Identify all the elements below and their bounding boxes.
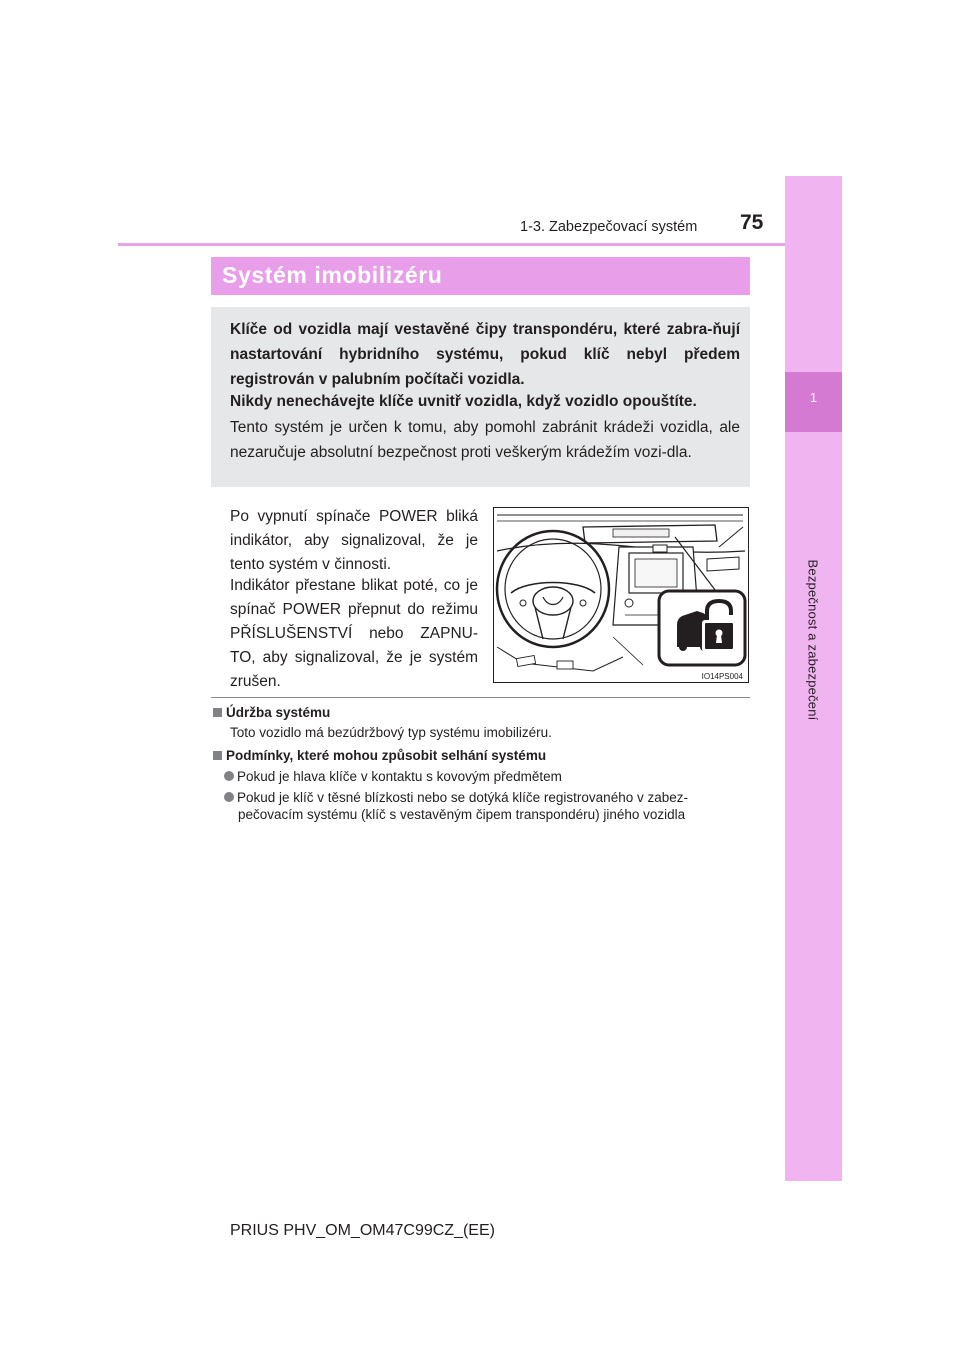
note-heading-failure [213, 748, 546, 763]
round-bullet-icon [224, 771, 234, 781]
round-bullet-icon [224, 792, 234, 802]
page-title: Systém imobilizéru [222, 262, 443, 288]
notes-divider [211, 697, 750, 698]
failure-condition-item [224, 768, 562, 785]
figure-code: IO14PS004 [701, 672, 743, 681]
chapter-number: 1 [809, 390, 818, 405]
square-bullet-icon [213, 751, 222, 760]
disclaimer-paragraph: Tento systém je určen k tomu, aby pomohl zabránit krádeži vozidla, ale nezaručuje absolutní bezpečnost proti veškerým krádežím vozi-dla. [230, 419, 740, 461]
failure-condition-text-continued: pečovacím systému (klíč s vestavěným čipem transpondéru) jiného vozidla [238, 807, 686, 822]
note-heading-text: Podmínky, které mohou způsobit selhání systému [226, 748, 547, 763]
note-heading-maintenance [213, 705, 330, 720]
failure-condition-item [224, 789, 754, 806]
failure-condition-text: Pokud je hlava klíče v kontaktu s kovovým předmětem [237, 769, 562, 784]
warning-paragraph: Nikdy nenechávejte klíče uvnitř vozidla, když vozidlo opouštíte. [230, 393, 697, 410]
header-rule [118, 243, 785, 246]
dashboard-illustration [493, 507, 749, 683]
body-paragraph-indicator-on: Po vypnutí spínače POWER bliká indikátor, aby signalizoval, že je tento systém v činnosti. [230, 508, 478, 573]
intro-paragraph: Klíče od vozidla mají vestavěné čipy transpondéru, které zabra-ňují nastartování hybridního systému, pokud klíč nebyl předem registrován v palubním počítači vozidla. [230, 321, 740, 388]
document-footer: PRIUS PHV_OM_OM47C99CZ_(EE) [230, 1222, 495, 1239]
body-paragraph-indicator-off: Indikátor přestane blikat poté, co je spínač POWER přepnut do režimu PŘÍSLUŠENSTVÍ nebo ZAPNU-TO, aby signalizoval, že je systém zrušen. [230, 577, 478, 690]
page-number: 75 [740, 211, 764, 234]
section-title: 1-3. Zabezpečovací systém [520, 219, 698, 235]
square-bullet-icon [213, 708, 222, 717]
chapter-title-text: Bezpečnost a zabezpečení [805, 559, 821, 721]
note-text-maintenance: Toto vozidlo má bezúdržbový typ systému imobilizéru. [230, 725, 552, 740]
note-heading-text: Údržba systému [226, 705, 331, 720]
failure-condition-text: Pokud je klíč v těsné blízkosti nebo se dotýká klíče registrovaného v zabez- [237, 790, 688, 805]
